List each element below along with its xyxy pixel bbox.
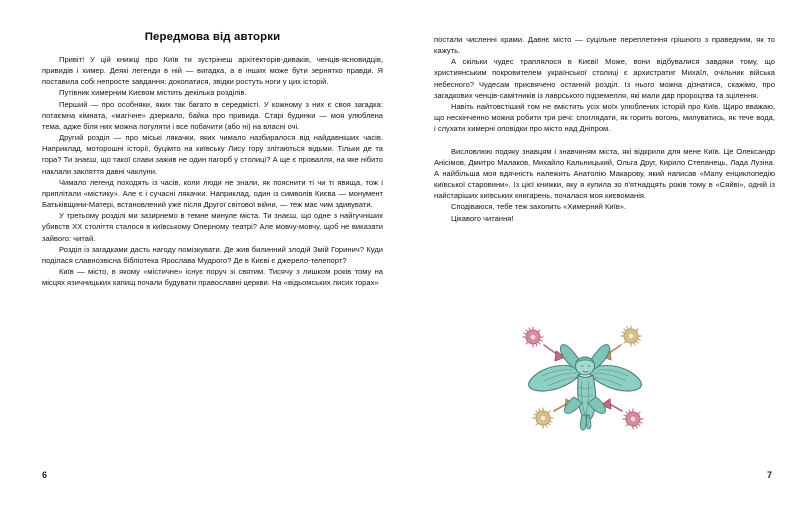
paragraph: Перший — про особняки, яких так багато в середмісті. У кожному з них є своя загадка: потаємна кімната, «магічне» дзеркало, байка про привида. Старі будинки — моя улюблена тема, адже біля них можна погуляти і все побачити (або ні) на власні очі. [42,99,383,131]
paragraph: постали численні храми. Давнє місто — суцільне переплетіння грішного з праведним, як то кажуть. [434,35,775,56]
paragraph: Розділ із загадками дасть нагоду помізкувати. Де жив билинний злодій Змій Горинич? Куди поділася славнозвісна бібліотека Ярослава Мудрого? Де в Києві є джерело-телепорт? [42,244,383,265]
paragraph: У третьому розділі ми зазирнемо в темне минуле міста. Ти знаєш, що одне з найгучніших убивств XX століття сталося в київському Оперному театрі? Але мовчу-мовчу, щоб не виказати зайвого: читай. [42,211,383,243]
sunburst-rose-bottom-right [623,409,643,429]
trumpet-top-left [544,345,565,361]
paragraph: Київ — місто, в якому «містичне» існує поруч зі святим. Тисячу з лишком років тому на місцях язичницьких капищ почали будувати православні церкви. На «відьомських лисих горах» [42,266,383,288]
paragraph: А скільки чудес траплялося в Києві! Може, вони відбувалися завдяки тому, що християнським покровителем української столиці є архистратиг Михаїл, очільник війська небесного? Чудесам присвячено останній розділ. Із нього можна дізнатися, скажімо, про загадкових ченців-самітників із лаврського підземелля, які мали дар пророцтва та зцілення. [434,57,775,100]
sunburst-gold-bottom-left [533,408,553,428]
page-number-right: 7 [766,470,772,480]
left-column-body [42,54,383,288]
angel-figure [529,345,642,430]
trumpet-bottom-left [554,399,575,411]
paragraph: Путівник химерним Києвом містить декілька розділів. [59,88,247,98]
sunburst-gold-top-right [621,326,641,346]
paragraph: Чимало легенд походять із часів, коли люди не знали, як пояснити ті чи ті явища, тож і приплітали «містику». Але є і сучасні лякачки. Наприклад, один із символів Києва — монумент Батьківщини-Матері, встановлений уже після Другої світової війни, — теж має чим здивувати. [42,177,383,210]
paragraph: Другий розділ — про міські лякачки, яких чимало назбиралося від найдавніших часів. Наприклад, моторошні історії, буцімто на київську Лису гору злітаються відьми. Тільки де та гора? Ти знаєш, що такої слави зажив не один пагорб у столиці? А ще є провалля, на яке нібито наклали закляття давні чаклуни. [42,133,383,176]
paragraph: Цікавого читання! [451,213,514,223]
paragraph: Навіть найтовстіший том не вмістить усіх моїх улюблених історій про Київ. Щиро вважаю, що нескінченно можна робити три речі: споглядати, як горить вогонь, милуватись, як тече вода, і слухати химерні оповідки про місто над Дніпром. [434,101,775,134]
trumpet-top-right [601,345,621,360]
sunburst-rose-top-left [523,327,543,347]
trumpet-bottom-right [601,399,622,411]
right-column-body [434,22,775,224]
paragraph: Сподіваюся, тебе теж захопить «Химерний Київ». [451,202,627,212]
page-number-left: 6 [42,470,48,480]
page-right [400,0,800,506]
winged-angel-ornament [500,323,670,448]
paragraph: Висловлюю подяку знавцям і знавчиням міста, які відкрили для мене Київ. Це Олександр Анісімов, Дмитро Малаков, Михайло Кальницький, Ольга Друг, Кирило Степанець, Лада Лузіна. А найбільша моя вдячність належить Анатолію Макарову, який написав «Малу енциклопедію київської старовини». Із цієї книжки, яку я купила зо п'ятнадцять років тому в «Сяйві», одній із найстаріших київських книгарень, почалася моя києвоманія. [434,146,775,201]
page-title: Передмова від авторки [144,31,281,43]
paragraph: Привіт! У цій книжці про Київ ти зустрінеш архітекторів-диваків, ченців-ясновидців, привидів і химер. Деякі легенди в ній — вигадка, а в інших може бути зернятко правди. Я поставила собі непросте завдання: докопатися, звідки ростуть ноги у цих історій. [42,55,383,87]
